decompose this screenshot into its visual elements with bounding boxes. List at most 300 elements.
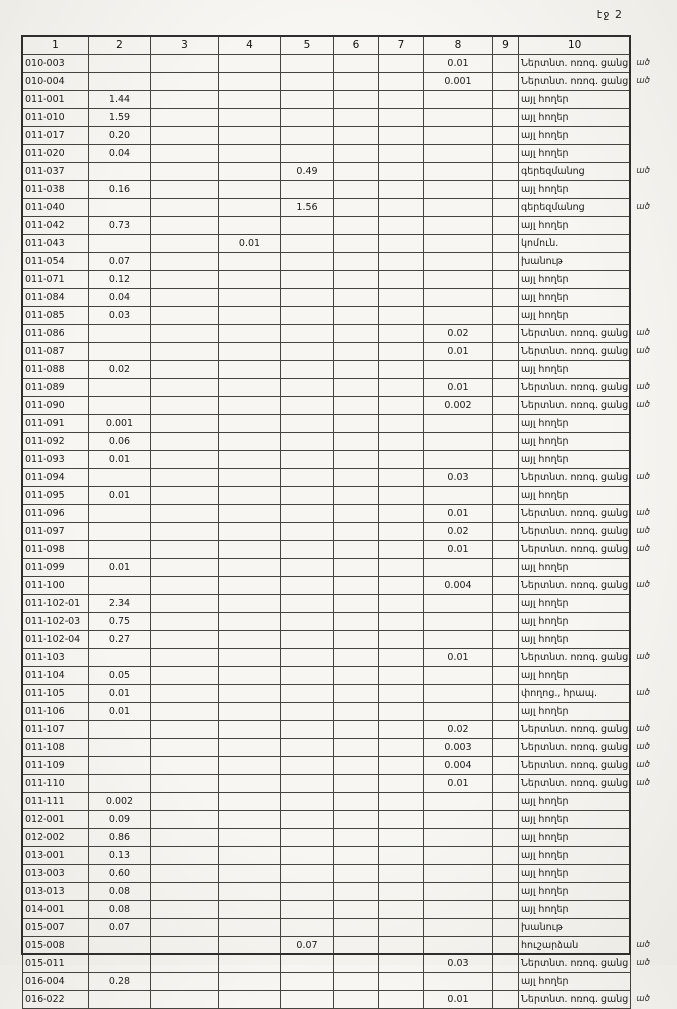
value-cell-col6: [334, 973, 379, 991]
parcel-code-cell: 011-020: [23, 145, 89, 163]
value-cell-col2: 0.002: [89, 793, 151, 811]
header-row: [23, 37, 673, 55]
value-cell-col3: [151, 757, 219, 775]
value-cell-col2: [89, 577, 151, 595]
value-cell-col4: [219, 289, 281, 307]
value-cell-col3: [151, 667, 219, 685]
table-row: [23, 145, 673, 163]
value-cell-col2: [89, 505, 151, 523]
value-cell-col2: [89, 73, 151, 91]
value-cell-col8: [424, 937, 493, 955]
value-cell-col9: [493, 433, 519, 451]
margin-note: [631, 829, 673, 847]
value-cell-col4: [219, 181, 281, 199]
parcel-code-cell: 011-001: [23, 91, 89, 109]
table-row: [23, 595, 673, 613]
value-cell-col8: 0.01: [424, 55, 493, 73]
value-cell-col4: [219, 73, 281, 91]
value-cell-col6: [334, 793, 379, 811]
value-cell-col5: [281, 307, 334, 325]
land-category-cell: այլ հողեր: [519, 289, 631, 307]
value-cell-col3: [151, 955, 219, 973]
value-cell-col5: [281, 667, 334, 685]
value-cell-col2: [89, 379, 151, 397]
land-category-cell: Ներտնտ. ոռոգ. ցանց: [519, 505, 631, 523]
land-category-cell: այլ հողեր: [519, 271, 631, 289]
parcel-code-cell: 011-096: [23, 505, 89, 523]
margin-note: [631, 181, 673, 199]
value-cell-col9: [493, 271, 519, 289]
value-cell-col5: [281, 451, 334, 469]
value-cell-col7: [379, 451, 424, 469]
table-row: [23, 739, 673, 757]
value-cell-col9: [493, 109, 519, 127]
value-cell-col4: [219, 721, 281, 739]
value-cell-col3: [151, 559, 219, 577]
value-cell-col2: 0.01: [89, 487, 151, 505]
value-cell-col3: [151, 595, 219, 613]
table-header: [23, 37, 673, 55]
value-cell-col4: [219, 325, 281, 343]
margin-note: ած: [636, 400, 650, 410]
land-category-cell: Ներտնտ. ոռոգ. ցանց: [519, 955, 631, 973]
value-cell-col3: [151, 361, 219, 379]
value-cell-col3: [151, 451, 219, 469]
value-cell-col8: [424, 631, 493, 649]
value-cell-col3: [151, 487, 219, 505]
value-cell-col5: [281, 523, 334, 541]
value-cell-col5: [281, 703, 334, 721]
value-cell-col8: [424, 919, 493, 937]
value-cell-col9: [493, 487, 519, 505]
parcel-code-cell: 011-102-03: [23, 613, 89, 631]
table-row: [23, 379, 673, 397]
value-cell-col7: [379, 667, 424, 685]
value-cell-col7: [379, 289, 424, 307]
parcel-code-cell: 011-071: [23, 271, 89, 289]
value-cell-col7: [379, 973, 424, 991]
value-cell-col3: [151, 109, 219, 127]
value-cell-col2: 2.34: [89, 595, 151, 613]
value-cell-col9: [493, 145, 519, 163]
value-cell-col9: [493, 55, 519, 73]
value-cell-col4: [219, 631, 281, 649]
value-cell-col4: [219, 613, 281, 631]
value-cell-col3: [151, 235, 219, 253]
margin-note: [631, 415, 673, 433]
value-cell-col7: [379, 811, 424, 829]
value-cell-col7: [379, 559, 424, 577]
value-cell-col8: 0.004: [424, 757, 493, 775]
header-margin-spacer: [631, 37, 673, 55]
land-category-cell: Ներտնտ. ոռոգ. ցանց: [519, 577, 631, 595]
table-row: [23, 109, 673, 127]
margin-note: [631, 109, 673, 127]
value-cell-col6: [334, 289, 379, 307]
land-category-cell: Ներտնտ. ոռոգ. ցանց: [519, 397, 631, 415]
value-cell-col2: 0.27: [89, 631, 151, 649]
value-cell-col6: [334, 865, 379, 883]
table-row: [23, 289, 673, 307]
column-header-1: 1: [23, 37, 89, 55]
margin-note: ած: [636, 580, 650, 590]
value-cell-col6: [334, 487, 379, 505]
parcel-code-cell: 011-094: [23, 469, 89, 487]
value-cell-col7: [379, 55, 424, 73]
value-cell-col9: [493, 955, 519, 973]
value-cell-col8: [424, 487, 493, 505]
parcel-code-cell: 011-110: [23, 775, 89, 793]
parcel-code-cell: 011-086: [23, 325, 89, 343]
land-category-cell: այլ հողեր: [519, 631, 631, 649]
value-cell-col5: [281, 793, 334, 811]
margin-note: ած: [636, 526, 650, 536]
value-cell-col3: [151, 703, 219, 721]
parcel-code-cell: 011-104: [23, 667, 89, 685]
value-cell-col8: [424, 127, 493, 145]
margin-note: [631, 793, 673, 811]
value-cell-col5: [281, 883, 334, 901]
page-number: էջ 2: [596, 8, 623, 21]
table-row: [23, 865, 673, 883]
value-cell-col6: [334, 883, 379, 901]
value-cell-col5: [281, 649, 334, 667]
value-cell-col3: [151, 73, 219, 91]
table-row: [23, 487, 673, 505]
value-cell-col7: [379, 721, 424, 739]
value-cell-col4: [219, 595, 281, 613]
table-row: [23, 505, 673, 523]
value-cell-col5: [281, 91, 334, 109]
value-cell-col5: 0.07: [281, 937, 334, 955]
value-cell-col7: [379, 487, 424, 505]
value-cell-col5: 0.49: [281, 163, 334, 181]
value-cell-col4: [219, 271, 281, 289]
table-row: [23, 235, 673, 253]
value-cell-col5: [281, 469, 334, 487]
value-cell-col2: [89, 739, 151, 757]
value-cell-col7: [379, 379, 424, 397]
margin-note: [631, 451, 673, 469]
value-cell-col6: [334, 199, 379, 217]
value-cell-col8: [424, 415, 493, 433]
land-category-cell: հուշարձան: [519, 937, 631, 955]
value-cell-col3: [151, 415, 219, 433]
value-cell-col6: [334, 541, 379, 559]
value-cell-col3: [151, 91, 219, 109]
parcel-code-cell: 011-091: [23, 415, 89, 433]
value-cell-col5: [281, 919, 334, 937]
value-cell-col8: [424, 811, 493, 829]
table-row: [23, 127, 673, 145]
column-header-3: 3: [151, 37, 219, 55]
table-row: [23, 55, 673, 73]
value-cell-col8: 0.003: [424, 739, 493, 757]
value-cell-col3: [151, 847, 219, 865]
table-row: [23, 541, 673, 559]
parcel-code-cell: 012-002: [23, 829, 89, 847]
value-cell-col2: [89, 343, 151, 361]
value-cell-col4: [219, 703, 281, 721]
parcel-code-cell: 015-008: [23, 937, 89, 955]
table-row: [23, 919, 673, 937]
value-cell-col2: [89, 163, 151, 181]
table-row: [23, 793, 673, 811]
value-cell-col6: [334, 505, 379, 523]
value-cell-col4: [219, 109, 281, 127]
value-cell-col6: [334, 145, 379, 163]
value-cell-col2: [89, 523, 151, 541]
value-cell-col9: [493, 307, 519, 325]
parcel-code-cell: 011-105: [23, 685, 89, 703]
land-category-cell: Ներտնտ. ոռոգ. ցանց: [519, 991, 631, 1009]
value-cell-col6: [334, 595, 379, 613]
value-cell-col4: [219, 919, 281, 937]
parcel-code-cell: 011-054: [23, 253, 89, 271]
value-cell-col7: [379, 163, 424, 181]
table-row: [23, 901, 673, 919]
column-header-4: 4: [219, 37, 281, 55]
land-category-cell: այլ հողեր: [519, 847, 631, 865]
value-cell-col5: [281, 235, 334, 253]
land-category-cell: այլ հողեր: [519, 451, 631, 469]
value-cell-col9: [493, 721, 519, 739]
value-cell-col8: 0.02: [424, 523, 493, 541]
value-cell-col2: [89, 649, 151, 667]
value-cell-col9: [493, 793, 519, 811]
land-category-cell: գերեզմանոց: [519, 199, 631, 217]
value-cell-col2: 0.08: [89, 901, 151, 919]
value-cell-col5: [281, 757, 334, 775]
value-cell-col8: 0.01: [424, 541, 493, 559]
value-cell-col2: 0.03: [89, 307, 151, 325]
value-cell-col6: [334, 721, 379, 739]
value-cell-col4: [219, 91, 281, 109]
value-cell-col3: [151, 217, 219, 235]
value-cell-col9: [493, 559, 519, 577]
margin-note: ած: [636, 508, 650, 518]
value-cell-col7: [379, 145, 424, 163]
value-cell-col2: [89, 55, 151, 73]
value-cell-col8: 0.02: [424, 721, 493, 739]
parcel-code-cell: 011-092: [23, 433, 89, 451]
value-cell-col6: [334, 127, 379, 145]
margin-note: ած: [636, 994, 650, 1004]
value-cell-col2: 0.16: [89, 181, 151, 199]
value-cell-col4: [219, 199, 281, 217]
value-cell-col2: 0.02: [89, 361, 151, 379]
table-row: [23, 91, 673, 109]
value-cell-col2: 0.20: [89, 127, 151, 145]
value-cell-col7: [379, 793, 424, 811]
value-cell-col4: [219, 775, 281, 793]
value-cell-col2: 0.07: [89, 253, 151, 271]
margin-note: [631, 433, 673, 451]
value-cell-col3: [151, 631, 219, 649]
value-cell-col6: [334, 235, 379, 253]
parcel-code-cell: 011-099: [23, 559, 89, 577]
value-cell-col5: [281, 433, 334, 451]
margin-note: ած: [636, 346, 650, 356]
land-category-cell: Ներտնտ. ոռոգ. ցանց: [519, 469, 631, 487]
value-cell-col5: [281, 739, 334, 757]
margin-note: [631, 487, 673, 505]
land-category-cell: խանութ: [519, 919, 631, 937]
parcel-code-cell: 016-004: [23, 973, 89, 991]
value-cell-col8: [424, 847, 493, 865]
value-cell-col6: [334, 955, 379, 973]
value-cell-col3: [151, 379, 219, 397]
land-category-cell: այլ հողեր: [519, 667, 631, 685]
table-row: [23, 775, 673, 793]
value-cell-col5: [281, 847, 334, 865]
value-cell-col6: [334, 397, 379, 415]
value-cell-col9: [493, 163, 519, 181]
margin-note: [631, 289, 673, 307]
land-category-cell: կոմուն.: [519, 235, 631, 253]
value-cell-col4: 0.01: [219, 235, 281, 253]
margin-note: ած: [636, 724, 650, 734]
value-cell-col2: 0.08: [89, 883, 151, 901]
value-cell-col9: [493, 325, 519, 343]
table-row: [23, 649, 673, 667]
value-cell-col9: [493, 901, 519, 919]
parcel-code-cell: 011-089: [23, 379, 89, 397]
value-cell-col5: [281, 559, 334, 577]
value-cell-col5: [281, 289, 334, 307]
value-cell-col8: [424, 667, 493, 685]
parcel-code-cell: 011-084: [23, 289, 89, 307]
margin-note: ած: [636, 688, 650, 698]
value-cell-col3: [151, 469, 219, 487]
value-cell-col7: [379, 631, 424, 649]
table-row: [23, 847, 673, 865]
value-cell-col9: [493, 235, 519, 253]
value-cell-col8: 0.01: [424, 775, 493, 793]
value-cell-col9: [493, 595, 519, 613]
value-cell-col4: [219, 379, 281, 397]
value-cell-col8: [424, 793, 493, 811]
value-cell-col3: [151, 343, 219, 361]
value-cell-col6: [334, 829, 379, 847]
value-cell-col8: [424, 685, 493, 703]
value-cell-col6: [334, 739, 379, 757]
value-cell-col6: [334, 433, 379, 451]
value-cell-col9: [493, 217, 519, 235]
margin-note: [631, 865, 673, 883]
value-cell-col7: [379, 703, 424, 721]
margin-note: [631, 667, 673, 685]
table-row: [23, 937, 673, 955]
value-cell-col3: [151, 163, 219, 181]
value-cell-col5: [281, 55, 334, 73]
margin-note: ած: [636, 940, 650, 950]
land-category-cell: այլ հողեր: [519, 433, 631, 451]
land-category-cell: այլ հողեր: [519, 181, 631, 199]
value-cell-col6: [334, 73, 379, 91]
value-cell-col8: [424, 901, 493, 919]
value-cell-col9: [493, 577, 519, 595]
value-cell-col3: [151, 775, 219, 793]
margin-note: ած: [636, 58, 650, 68]
value-cell-col7: [379, 577, 424, 595]
value-cell-col6: [334, 55, 379, 73]
value-cell-col3: [151, 289, 219, 307]
value-cell-col4: [219, 739, 281, 757]
value-cell-col7: [379, 469, 424, 487]
land-category-cell: Ներտնտ. ոռոգ. ցանց: [519, 73, 631, 91]
value-cell-col5: [281, 271, 334, 289]
table-row: [23, 271, 673, 289]
table-row: [23, 685, 673, 703]
land-category-cell: այլ հողեր: [519, 109, 631, 127]
value-cell-col8: [424, 451, 493, 469]
value-cell-col9: [493, 919, 519, 937]
value-cell-col8: 0.01: [424, 343, 493, 361]
table-row: [23, 883, 673, 901]
parcel-code-cell: 011-037: [23, 163, 89, 181]
value-cell-col6: [334, 703, 379, 721]
value-cell-col5: [281, 811, 334, 829]
value-cell-col9: [493, 847, 519, 865]
table-row: [23, 451, 673, 469]
value-cell-col4: [219, 55, 281, 73]
table-row: [23, 523, 673, 541]
value-cell-col2: 0.06: [89, 433, 151, 451]
value-cell-col2: 0.04: [89, 289, 151, 307]
value-cell-col9: [493, 991, 519, 1009]
value-cell-col3: [151, 973, 219, 991]
value-cell-col4: [219, 487, 281, 505]
table-row: [23, 703, 673, 721]
value-cell-col8: [424, 613, 493, 631]
value-cell-col6: [334, 451, 379, 469]
value-cell-col5: [281, 901, 334, 919]
margin-note: ած: [636, 382, 650, 392]
value-cell-col5: [281, 145, 334, 163]
value-cell-col3: [151, 307, 219, 325]
table-row: [23, 469, 673, 487]
value-cell-col9: [493, 685, 519, 703]
value-cell-col9: [493, 631, 519, 649]
value-cell-col6: [334, 163, 379, 181]
value-cell-col8: [424, 703, 493, 721]
column-header-2: 2: [89, 37, 151, 55]
value-cell-col7: [379, 919, 424, 937]
table-row: [23, 613, 673, 631]
land-category-cell: այլ հողեր: [519, 901, 631, 919]
value-cell-col9: [493, 775, 519, 793]
value-cell-col9: [493, 343, 519, 361]
margin-note: [631, 271, 673, 289]
land-category-cell: այլ հողեր: [519, 865, 631, 883]
value-cell-col4: [219, 307, 281, 325]
value-cell-col9: [493, 91, 519, 109]
value-cell-col6: [334, 271, 379, 289]
value-cell-col4: [219, 559, 281, 577]
value-cell-col8: 0.03: [424, 955, 493, 973]
value-cell-col5: [281, 109, 334, 127]
value-cell-col4: [219, 811, 281, 829]
value-cell-col2: [89, 937, 151, 955]
value-cell-col9: [493, 451, 519, 469]
column-header-9: 9: [493, 37, 519, 55]
value-cell-col9: [493, 757, 519, 775]
parcel-code-cell: 011-097: [23, 523, 89, 541]
value-cell-col5: [281, 577, 334, 595]
value-cell-col5: [281, 991, 334, 1009]
value-cell-col2: 0.01: [89, 703, 151, 721]
